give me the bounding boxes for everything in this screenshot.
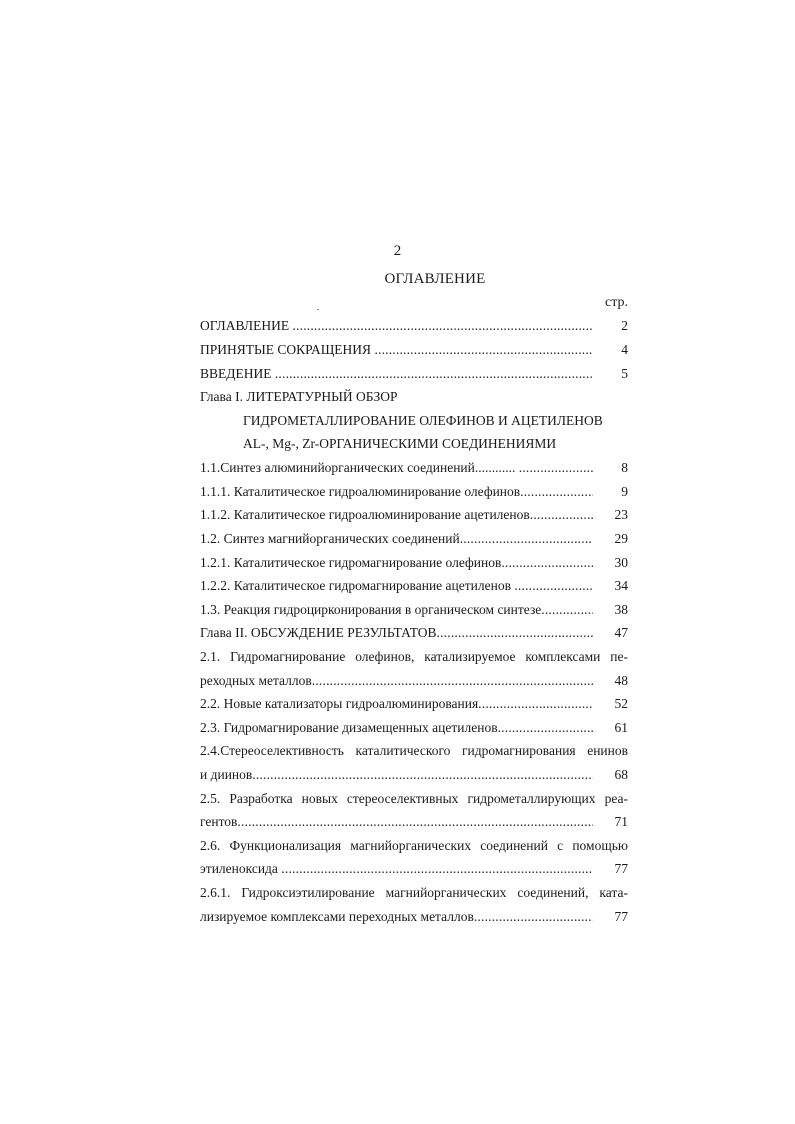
toc-entry-text: 2.6.1. Гидроксиэтилирование магнийорганических соединений, ката-	[200, 885, 628, 900]
toc-entry-text: 2.3. Гидромагнирование дизамещенных ацетиленов	[200, 720, 498, 735]
toc-entry-page: 77	[614, 909, 628, 924]
toc-entry	[200, 859, 628, 879]
toc-entry	[200, 600, 628, 620]
toc-entry	[200, 647, 628, 667]
toc-entry-text: реходных металлов	[200, 673, 312, 688]
toc-entry-text: и диинов	[200, 767, 253, 782]
toc-entry-page: 47	[614, 625, 628, 640]
toc-entry-text: Глава II. ОБСУЖДЕНИЕ РЕЗУЛЬТАТОВ	[200, 625, 437, 640]
toc-entry-page: 48	[614, 673, 628, 688]
toc-entry	[200, 553, 628, 573]
toc-entry	[200, 482, 628, 502]
toc-chapter-subtitle	[243, 434, 628, 454]
toc-entry	[200, 505, 628, 525]
toc-entry	[200, 883, 628, 903]
toc-entry-page: 23	[614, 507, 628, 522]
toc-entry-text: AL-, Mg-, Zr-ОРГАНИЧЕСКИМИ СОЕДИНЕНИЯМИ	[243, 436, 557, 451]
toc-entry-text: 1.2.1. Каталитическое гидромагнирование олефинов	[200, 555, 502, 570]
toc-entry	[200, 907, 628, 927]
toc-entry	[200, 458, 628, 478]
toc-entry	[200, 718, 628, 738]
toc-entry-page: 71	[614, 814, 628, 829]
toc-entry	[200, 364, 628, 384]
toc-chapter-heading	[200, 387, 628, 407]
toc-entry-text: 2.2. Новые катализаторы гидроалюминирования	[200, 696, 479, 711]
toc-entry	[200, 694, 628, 714]
toc-entry-text: 2.4.Стереоселективность каталитического гидромагнирования енинов	[200, 743, 628, 758]
scan-speck	[317, 309, 319, 310]
toc-entry-page: 2	[621, 318, 628, 333]
toc-entry-text: 1.1.2. Каталитическое гидроалюминирование ацетиленов	[200, 507, 530, 522]
toc-entry-text: ПРИНЯТЫЕ СОКРАЩЕНИЯ	[200, 342, 375, 357]
toc-entry-page: 29	[614, 531, 628, 546]
toc-entry-text: этиленоксида	[200, 861, 282, 876]
toc-entry	[200, 623, 628, 643]
toc-entry-page: 30	[614, 555, 628, 570]
toc-entry-page: 9	[621, 484, 628, 499]
toc-entry-page: 38	[614, 602, 628, 617]
toc-entry-text: ГИДРОМЕТАЛЛИРОВАНИЕ ОЛЕФИНОВ И АЦЕТИЛЕНОВ	[243, 413, 603, 428]
toc-entry-text: лизируемое комплексами переходных металлов	[200, 909, 474, 924]
toc-entry-page: 5	[621, 366, 628, 381]
toc-entry-text: 1.1.1. Каталитическое гидроалюминирование олефинов	[200, 484, 521, 499]
toc-entry-text: ВВЕДЕНИЕ	[200, 366, 275, 381]
toc-entry	[200, 741, 628, 761]
toc-entry	[200, 529, 628, 549]
page-number: 2	[393, 243, 402, 259]
toc-entry-page: 68	[614, 767, 628, 782]
toc-entry-page: 77	[614, 861, 628, 876]
toc-entry	[200, 789, 628, 809]
toc-entry-text: гентов	[200, 814, 238, 829]
toc-entry-page: 4	[621, 342, 628, 357]
toc-entry-text: 2.1. Гидромагнирование олефинов, катализируемое комплексами пе-	[200, 649, 628, 664]
toc-entry	[200, 340, 628, 360]
toc-entry-page: 8	[621, 460, 628, 475]
toc-entry	[200, 765, 628, 785]
toc-entry-text: 2.5. Разработка новых стереоселективных гидрометаллирующих реа-	[200, 791, 628, 806]
toc-entry-page: 34	[614, 578, 628, 593]
toc-entry-text: 1.2. Синтез магнийорганических соединений	[200, 531, 460, 546]
toc-entry	[200, 316, 628, 336]
toc-entry-text: 2.6. Функционализация магнийорганических соединений с помощью	[200, 838, 628, 853]
toc-entry-page: 52	[614, 696, 628, 711]
toc-entry-page: 61	[614, 720, 628, 735]
toc-chapter-subtitle	[243, 411, 628, 431]
toc-entry	[200, 836, 628, 856]
toc-entry-text: 1.1.Синтез алюминийорганических соединений............	[200, 460, 519, 475]
toc-entry-text: Глава I. ЛИТЕРАТУРНЫЙ ОБЗОР	[200, 389, 398, 404]
toc-entry	[200, 812, 628, 832]
page-column-header: стр.	[604, 295, 628, 310]
toc-entry	[200, 576, 628, 596]
toc-entry-text: ОГЛАВЛЕНИЕ	[200, 318, 293, 333]
toc-entry-text: 1.3. Реакция гидроцирконирования в органическом синтезе	[200, 602, 542, 617]
toc-entry	[200, 671, 628, 691]
page-title: ОГЛАВЛЕНИЕ	[384, 271, 486, 287]
toc-entry-text: 1.2.2. Каталитическое гидромагнирование ацетиленов	[200, 578, 515, 593]
